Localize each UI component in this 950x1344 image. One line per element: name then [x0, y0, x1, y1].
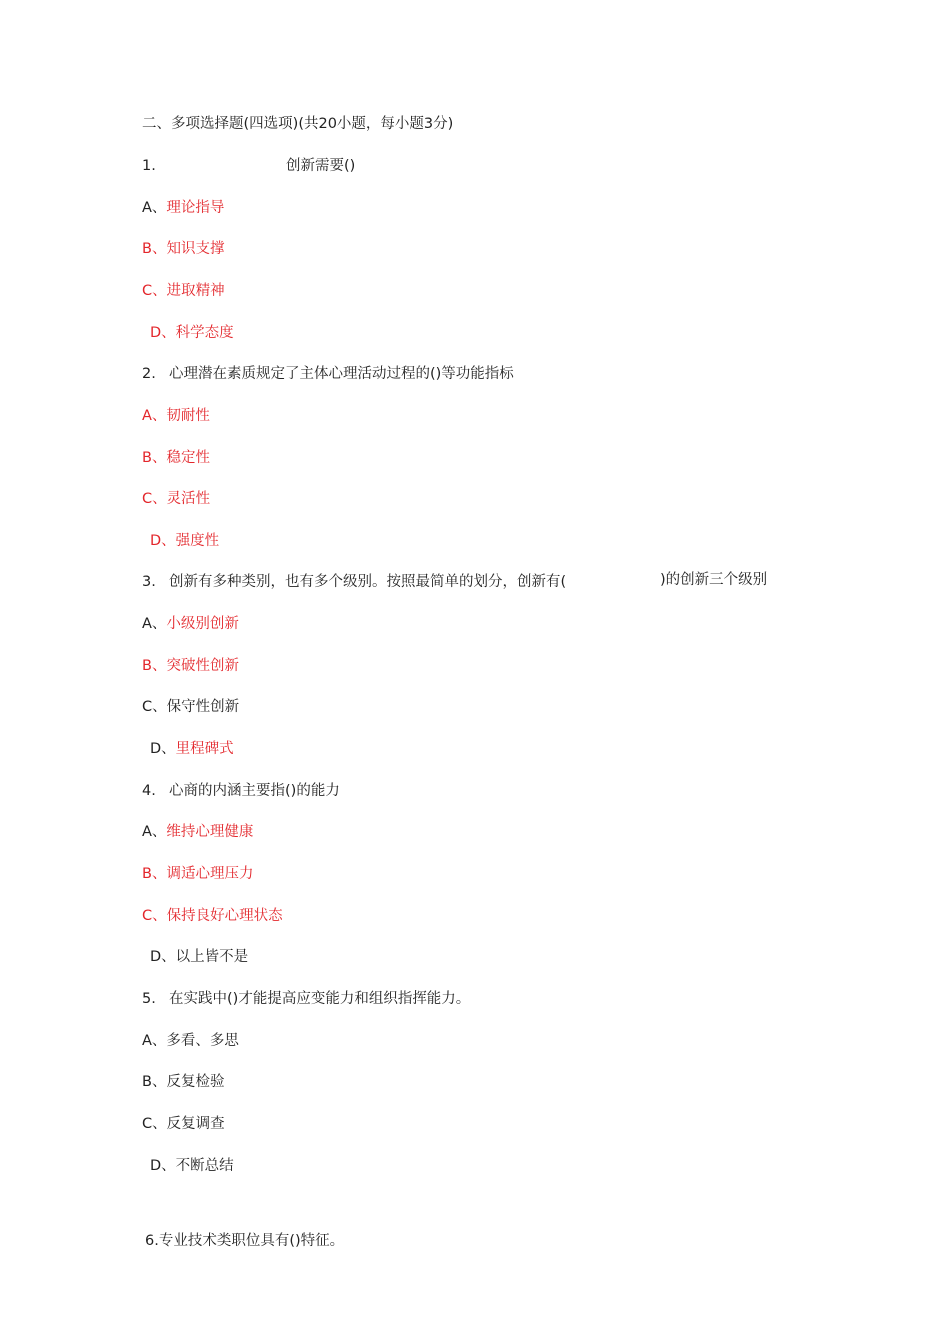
- option-label: B、: [142, 450, 167, 466]
- option-5d: [150, 1156, 234, 1176]
- option-text: 小级别创新: [166, 616, 239, 632]
- question-3-tail: [660, 570, 767, 590]
- option-label: C、: [142, 283, 167, 299]
- question-4: [142, 781, 340, 801]
- option-4d: [150, 947, 248, 967]
- option-1b: [142, 239, 224, 259]
- option-1d: [150, 323, 234, 343]
- option-2b: [142, 448, 210, 468]
- option-label: B、: [142, 241, 167, 257]
- option-label: A、: [142, 408, 167, 424]
- option-text: 保持良好心理状态: [166, 908, 283, 924]
- option-1a: [142, 198, 224, 218]
- option-text: 知识支撑: [166, 241, 225, 257]
- question-text: 心商的内涵主要指()的能力: [169, 783, 340, 799]
- option-label: A、: [142, 1033, 167, 1049]
- question-number: 5.: [142, 991, 156, 1007]
- option-3d: [150, 739, 234, 759]
- option-3a: [142, 614, 239, 634]
- option-text: 多看、多思: [166, 1033, 239, 1049]
- option-label: D、: [150, 1158, 176, 1174]
- option-text: 强度性: [175, 533, 220, 549]
- option-4c: [142, 906, 283, 926]
- option-text: 调适心理压力: [166, 866, 254, 882]
- question-text: 创新有多种类别，也有多个级别。按照最简单的划分，创新有(: [169, 574, 567, 590]
- option-label: C、: [142, 699, 167, 715]
- option-label: B、: [142, 866, 167, 882]
- question-text: 创新需要(): [286, 158, 356, 174]
- question-number: 3.: [142, 574, 156, 590]
- option-label: D、: [150, 949, 176, 965]
- question-number: 4.: [142, 783, 156, 799]
- option-text: 科学态度: [175, 325, 234, 341]
- option-label: A、: [142, 824, 167, 840]
- option-3c: [142, 697, 239, 717]
- section-title: 二、多项选择题(四选项)(共20小题，每小题3分): [142, 116, 454, 132]
- option-label: C、: [142, 908, 167, 924]
- option-3b: [142, 656, 239, 676]
- option-label: B、: [142, 658, 167, 674]
- option-label: A、: [142, 616, 167, 632]
- option-label: A、: [142, 200, 167, 216]
- option-label: D、: [150, 741, 176, 757]
- option-text: 以上皆不是: [175, 949, 249, 965]
- question-3: [142, 572, 566, 592]
- question-6: [145, 1231, 344, 1251]
- option-label: C、: [142, 1116, 167, 1132]
- option-text: 反复检验: [166, 1074, 225, 1090]
- question-text: 专业技术类职位具有()特征。: [158, 1233, 345, 1249]
- question-text: 在实践中()才能提高应变能力和组织指挥能力。: [169, 991, 471, 1007]
- option-text: 稳定性: [166, 450, 210, 466]
- option-text: 维持心理健康: [166, 824, 254, 840]
- option-text: 理论指导: [166, 200, 225, 216]
- option-5c: [142, 1114, 225, 1134]
- option-text: 韧耐性: [166, 408, 210, 424]
- question-number: 1.: [142, 158, 156, 174]
- option-text: 灵活性: [166, 491, 211, 507]
- option-1c: [142, 281, 225, 301]
- option-2c: [142, 489, 210, 509]
- option-label: D、: [150, 325, 176, 341]
- option-label: C、: [142, 491, 167, 507]
- option-5b: [142, 1072, 224, 1092]
- question-number: 6.: [145, 1233, 159, 1249]
- option-text: 保守性创新: [166, 699, 240, 715]
- option-2d: [150, 531, 219, 551]
- question-text-tail: )的创新三个级别: [660, 572, 768, 588]
- question-1: [142, 156, 355, 176]
- option-2a: [142, 406, 210, 426]
- question-number: 2.: [142, 366, 156, 382]
- option-text: 不断总结: [175, 1158, 234, 1174]
- question-5: [142, 989, 470, 1009]
- option-4b: [142, 864, 253, 884]
- option-text: 里程碑式: [175, 741, 234, 757]
- option-label: D、: [150, 533, 176, 549]
- option-text: 反复调查: [166, 1116, 225, 1132]
- option-text: 进取精神: [166, 283, 225, 299]
- question-text: 心理潜在素质规定了主体心理活动过程的()等功能指标: [169, 366, 514, 382]
- option-label: B、: [142, 1074, 167, 1090]
- option-4a: [142, 822, 253, 842]
- option-5a: [142, 1031, 239, 1051]
- question-2: [142, 364, 514, 384]
- option-text: 突破性创新: [166, 658, 239, 674]
